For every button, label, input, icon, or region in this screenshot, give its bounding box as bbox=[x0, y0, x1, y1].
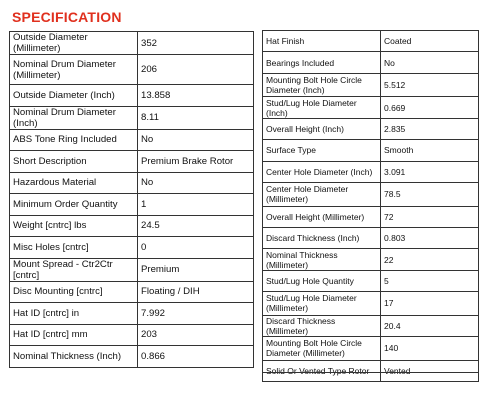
table-row bbox=[10, 151, 254, 173]
spec-value: 17 bbox=[381, 292, 479, 316]
table-row bbox=[263, 337, 479, 361]
spec-value: 352 bbox=[138, 32, 254, 55]
spec-value: 203 bbox=[138, 324, 254, 346]
spec-label: Hat Finish bbox=[263, 31, 381, 52]
spec-value: 8.11 bbox=[138, 106, 254, 129]
spec-table-right bbox=[262, 30, 479, 382]
spec-label: Misc Holes [cntrc] bbox=[10, 237, 138, 259]
spec-label: Discard Thickness (Inch) bbox=[263, 227, 381, 248]
spec-value: 22 bbox=[381, 249, 479, 270]
spec-value: 1 bbox=[138, 194, 254, 216]
spec-value: 78.5 bbox=[381, 182, 479, 206]
spec-value: Premium Brake Rotor bbox=[138, 151, 254, 173]
table-row bbox=[10, 106, 254, 129]
table-row bbox=[10, 129, 254, 151]
table-row bbox=[263, 73, 479, 97]
table-row bbox=[263, 31, 479, 52]
spec-label: Stud/Lug Hole Diameter (Millimeter) bbox=[263, 292, 381, 316]
spec-value: 24.5 bbox=[138, 215, 254, 237]
spec-value: No bbox=[381, 52, 479, 73]
spec-label: Hazardous Material bbox=[10, 172, 138, 194]
table-row bbox=[10, 194, 254, 216]
table-row bbox=[10, 55, 254, 85]
table-row bbox=[263, 292, 479, 316]
spec-value: 0.669 bbox=[381, 97, 479, 118]
spec-label: Overall Height (Inch) bbox=[263, 118, 381, 139]
spec-value: 0 bbox=[138, 237, 254, 259]
spec-label: Nominal Thickness (Inch) bbox=[10, 346, 138, 368]
spec-label: Weight [cntrc] lbs bbox=[10, 215, 138, 237]
table-row bbox=[10, 32, 254, 55]
table-row bbox=[10, 346, 254, 368]
spec-value: 0.803 bbox=[381, 227, 479, 248]
table-row bbox=[263, 315, 479, 336]
spec-label: Solid Or Vented Type Rotor bbox=[263, 360, 381, 381]
spec-value: 20.4 bbox=[381, 315, 479, 336]
table-row bbox=[263, 52, 479, 73]
table-row bbox=[10, 303, 254, 325]
spec-label: Disc Mounting [cntrc] bbox=[10, 281, 138, 303]
spec-value: Smooth bbox=[381, 140, 479, 161]
spec-value: 5 bbox=[381, 270, 479, 291]
spec-value: 13.858 bbox=[138, 85, 254, 107]
table-row bbox=[263, 140, 479, 161]
spec-label: Center Hole Diameter (Millimeter) bbox=[263, 182, 381, 206]
table-row bbox=[263, 360, 479, 381]
table-row bbox=[10, 258, 254, 281]
spec-value: 3.091 bbox=[381, 161, 479, 182]
spec-label: Mount Spread - Ctr2Ctr [cntrc] bbox=[10, 258, 138, 281]
table-row bbox=[263, 161, 479, 182]
spec-value: Vented bbox=[381, 360, 479, 381]
spec-label: Mounting Bolt Hole Circle Diameter (Millimeter) bbox=[263, 337, 381, 361]
spec-value: Premium bbox=[138, 258, 254, 281]
table-row bbox=[10, 85, 254, 107]
spec-label: Discard Thickness (Millimeter) bbox=[263, 315, 381, 336]
table-row bbox=[263, 182, 479, 206]
spec-label: Nominal Thickness (Millimeter) bbox=[263, 249, 381, 270]
spec-label: Stud/Lug Hole Quantity bbox=[263, 270, 381, 291]
spec-label: Minimum Order Quantity bbox=[10, 194, 138, 216]
spec-label: Mounting Bolt Hole Circle Diameter (Inch) bbox=[263, 73, 381, 97]
table-row bbox=[10, 172, 254, 194]
spec-table-left bbox=[9, 31, 254, 368]
spec-label: Stud/Lug Hole Diameter (Inch) bbox=[263, 97, 381, 118]
specification-heading: SPECIFICATION bbox=[12, 9, 122, 25]
table-row bbox=[263, 270, 479, 291]
table-row bbox=[10, 237, 254, 259]
spec-label: Hat ID [cntrc] mm bbox=[10, 324, 138, 346]
spec-value: Coated bbox=[381, 31, 479, 52]
spec-label: Overall Height (Millimeter) bbox=[263, 206, 381, 227]
spec-value: No bbox=[138, 172, 254, 194]
spec-label: Surface Type bbox=[263, 140, 381, 161]
spec-label: Hat ID [cntrc] in bbox=[10, 303, 138, 325]
spec-label: Outside Diameter (Millimeter) bbox=[10, 32, 138, 55]
spec-label: Bearings Included bbox=[263, 52, 381, 73]
table-bottom-divider bbox=[262, 372, 478, 373]
spec-label: Nominal Drum Diameter (Millimeter) bbox=[10, 55, 138, 85]
table-row bbox=[263, 206, 479, 227]
spec-value: 140 bbox=[381, 337, 479, 361]
table-row bbox=[10, 281, 254, 303]
spec-value: 5.512 bbox=[381, 73, 479, 97]
table-row bbox=[10, 324, 254, 346]
spec-label: Center Hole Diameter (Inch) bbox=[263, 161, 381, 182]
spec-value: No bbox=[138, 129, 254, 151]
spec-value: Floating / DIH bbox=[138, 281, 254, 303]
spec-value: 0.866 bbox=[138, 346, 254, 368]
table-row bbox=[10, 215, 254, 237]
table-row bbox=[263, 97, 479, 118]
spec-value: 7.992 bbox=[138, 303, 254, 325]
spec-label: Short Description bbox=[10, 151, 138, 173]
spec-value: 2.835 bbox=[381, 118, 479, 139]
table-row bbox=[263, 118, 479, 139]
spec-label: ABS Tone Ring Included bbox=[10, 129, 138, 151]
table-row bbox=[263, 249, 479, 270]
spec-label: Nominal Drum Diameter (Inch) bbox=[10, 106, 138, 129]
spec-value: 206 bbox=[138, 55, 254, 85]
spec-label: Outside Diameter (Inch) bbox=[10, 85, 138, 107]
spec-value: 72 bbox=[381, 206, 479, 227]
table-row bbox=[263, 227, 479, 248]
